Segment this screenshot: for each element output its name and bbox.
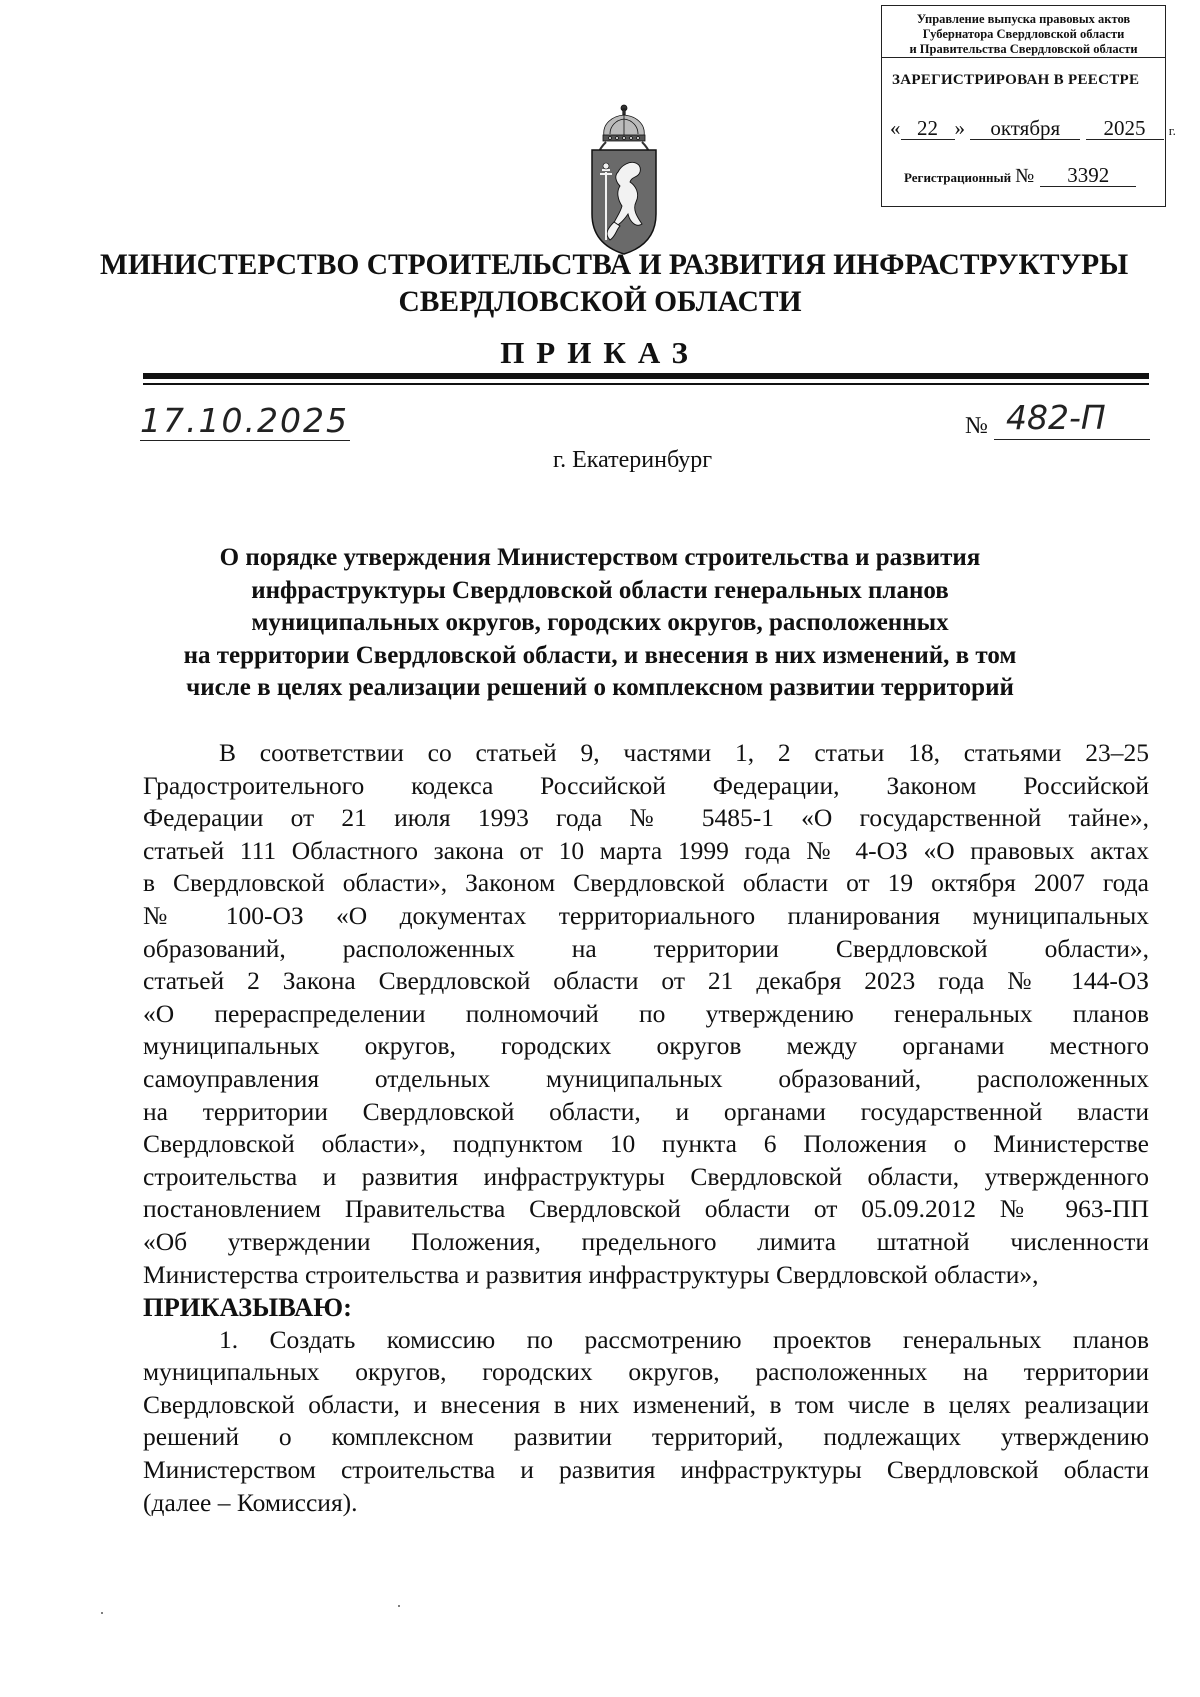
- preamble-line: В соответствии со статьей 9, частями 1, 2 статьи 18, статьями 23–25: [219, 738, 1149, 767]
- stamp-month: октября: [970, 117, 1080, 140]
- title-line: на территории Свердловской области, и внесения в них изменений, в том: [183, 641, 1017, 669]
- prikazyvayu: ПРИКАЗЫВАЮ:: [143, 1292, 352, 1323]
- title-line: муниципальных округов, городских округов, расположенных: [251, 609, 949, 636]
- stamp-reg-number: 3392: [1040, 164, 1136, 187]
- preamble-line: образований, расположенных на территории Свердловской области»,: [143, 933, 1149, 963]
- preamble-line: статьей 2 Закона Свердловской области от 21 декабря 2023 года № 144-ОЗ: [143, 966, 1149, 996]
- stamp-header: [882, 6, 1165, 58]
- ministry-name-line2: СВЕРДЛОВСКОЙ ОБЛАСТИ: [398, 286, 802, 318]
- preamble-line: Министерства строительства и развития инфраструктуры Свердловской области»,: [143, 1259, 1039, 1289]
- order-word: ПРИКАЗ: [500, 335, 700, 370]
- preamble-line: № 100-ОЗ «О документах территориального планирования муниципальных: [143, 900, 1149, 930]
- stamp-registered-label: ЗАРЕГИСТРИРОВАН В РЕЕСТРЕ: [892, 72, 1140, 88]
- stamp-year: 2025: [1086, 117, 1164, 140]
- ministry-name-line1: МИНИСТЕРСТВО СТРОИТЕЛЬСТВА И РАЗВИТИЯ ИНФРАСТРУКТУРЫ: [100, 249, 1129, 281]
- preamble-line: постановлением Правительства Свердловской области от 05.09.2012 № 963-ПП: [143, 1194, 1149, 1224]
- stamp-header-line: Губернатора Свердловской области: [922, 27, 1125, 41]
- stamp-day: 22: [901, 117, 955, 140]
- title-line: О порядке утверждения Министерством строительства и развития: [219, 544, 981, 571]
- stamp-reg-label: Регистрационный: [904, 170, 1012, 185]
- coat-of-arms-icon: [586, 102, 662, 258]
- preamble-line: Федерации от 21 июля 1993 года № 5485-1 «О государственной тайне»,: [143, 803, 1149, 833]
- preamble-line: на территории Свердловской области, и органами государственной власти: [143, 1096, 1149, 1126]
- item1-line: 1. Создать комиссию по рассмотрению проектов генеральных планов: [219, 1324, 1149, 1354]
- stamp-open-quote: «: [890, 116, 901, 140]
- order-date-handwritten: 17.10.2025: [140, 401, 349, 440]
- stamp-number: [904, 164, 1136, 188]
- registration-stamp: [881, 5, 1176, 207]
- preamble-line: Свердловской области», подпунктом 10 пункта 6 Положения о Министерстве: [143, 1129, 1149, 1159]
- preamble-line: самоуправления отдельных муниципальных образований, расположенных: [143, 1063, 1149, 1093]
- preamble-line: статьей 111 Областного закона от 10 марта 1999 года № 4-ОЗ «О правовых актах: [143, 835, 1149, 865]
- preamble-line: «О перераспределении полномочий по утверждению генеральных планов: [143, 998, 1149, 1028]
- stamp-no-sign: №: [1015, 165, 1035, 187]
- preamble-line: строительства и развития инфраструктуры Свердловской области, утвержденного: [143, 1161, 1149, 1191]
- title-line: числе в целях реализации решений о комплексном развитии территорий: [186, 674, 1014, 701]
- stamp-date: [890, 116, 1176, 141]
- item1-line: Министерством строительства и развития инфраструктуры Свердловской области: [143, 1455, 1149, 1485]
- scan-speck: [398, 1605, 400, 1607]
- preamble-line: муниципальных округов, городских округов между органами местного: [143, 1031, 1149, 1061]
- item1-line: решений о комплексном развитии территорий, подлежащих утверждению: [143, 1422, 1149, 1452]
- header-rule-thin: [143, 383, 1149, 385]
- city: г. Екатеринбург: [553, 447, 713, 473]
- item1-line: муниципальных округов, городских округов, расположенных на территории: [143, 1357, 1149, 1387]
- header-rule-thick: [143, 373, 1149, 379]
- scan-speck: [101, 1612, 103, 1614]
- document-body: [143, 737, 1149, 1519]
- order-number-handwritten: 482-П: [994, 398, 1150, 440]
- item1-line: (далее – Комиссия).: [143, 1487, 358, 1517]
- item1-line: Свердловской области, и внесения в них изменений, в том числе в целях реализации: [143, 1389, 1149, 1419]
- preamble-line: Градостроительного кодекса Российской Федерации, Законом Российской: [143, 770, 1149, 800]
- title-line: инфраструктуры Свердловской области генеральных планов: [251, 576, 949, 604]
- preamble-line: «Об утверждении Положения, предельного лимита штатной численности: [143, 1226, 1149, 1256]
- stamp-header-line: и Правительства Свердловской области: [909, 42, 1138, 56]
- stamp-close-quote: »: [954, 116, 965, 140]
- stamp-year-suffix: г.: [1168, 123, 1176, 138]
- preamble-line: в Свердловской области», Законом Свердловской области от 19 октября 2007 года: [143, 868, 1149, 898]
- stamp-header-line: Управление выпуска правовых актов: [916, 12, 1131, 26]
- document-title: [100, 542, 1100, 705]
- order-number-label: №: [965, 413, 988, 439]
